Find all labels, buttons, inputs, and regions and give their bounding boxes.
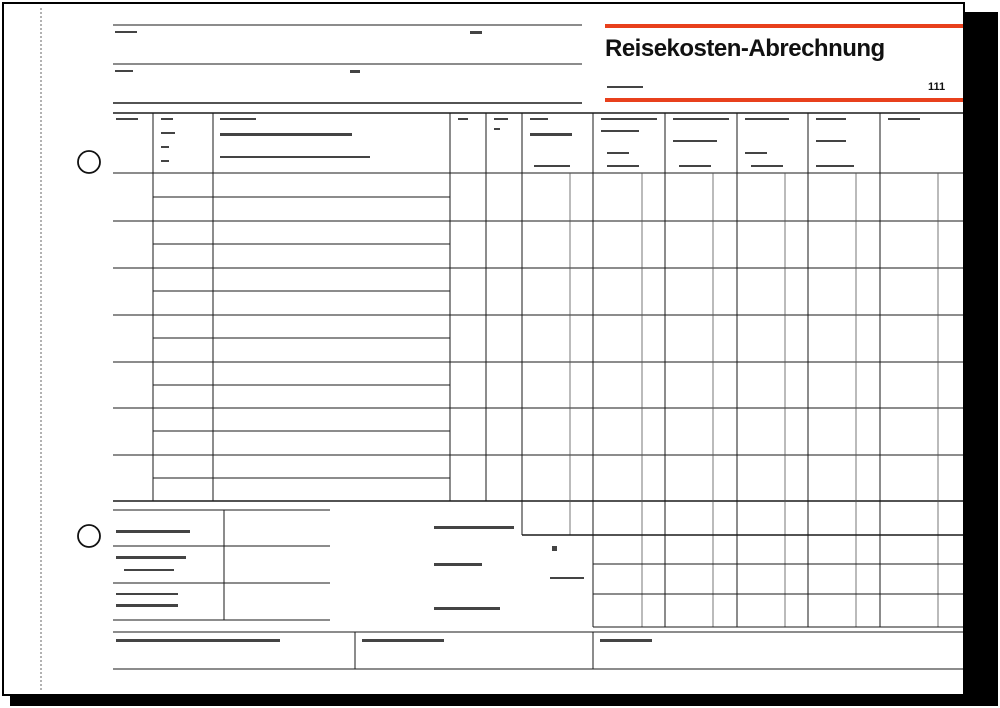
form-title: Reisekosten-Abrechnung bbox=[605, 35, 885, 62]
col-header-mark bbox=[607, 152, 629, 154]
totals-label-mark bbox=[434, 526, 514, 529]
col-header-mark bbox=[161, 118, 173, 120]
col-header-mark bbox=[816, 140, 846, 142]
approval-label-mark bbox=[116, 593, 178, 595]
dept-label-mark bbox=[115, 70, 133, 72]
approval-label-mark bbox=[116, 604, 178, 607]
col-header-mark bbox=[220, 156, 370, 158]
approval-label-mark bbox=[116, 530, 190, 533]
col-header-mark bbox=[494, 118, 508, 120]
col-header-mark bbox=[161, 146, 169, 148]
col-header-mark bbox=[745, 118, 789, 120]
col-header-mark bbox=[534, 165, 570, 167]
signature-label-mark bbox=[362, 639, 444, 642]
col-header-mark bbox=[530, 133, 572, 136]
col-header-mark bbox=[751, 165, 783, 167]
col-header-mark bbox=[888, 118, 920, 120]
col-header-mark bbox=[816, 118, 846, 120]
col-header-mark bbox=[220, 118, 256, 120]
col-header-mark bbox=[607, 165, 639, 167]
signature-label-mark bbox=[600, 639, 652, 642]
totals-label-mark bbox=[434, 563, 482, 566]
punch-hole-bottom bbox=[78, 525, 100, 547]
col-header-mark bbox=[161, 160, 169, 162]
approval-label-mark bbox=[124, 569, 174, 571]
number-label-mark bbox=[470, 31, 482, 34]
signature-label-mark bbox=[116, 639, 280, 642]
form-sheet bbox=[3, 3, 964, 695]
col-header-mark bbox=[601, 130, 639, 132]
punch-hole-top bbox=[78, 151, 100, 173]
col-header-mark bbox=[816, 165, 854, 167]
col-header-mark bbox=[116, 118, 138, 120]
col-header-mark bbox=[530, 118, 548, 120]
name-label-mark bbox=[115, 31, 137, 33]
totals-label-mark bbox=[550, 577, 584, 579]
col-header-mark bbox=[745, 152, 767, 154]
col-header-mark bbox=[161, 132, 175, 134]
col-header-mark bbox=[673, 140, 717, 142]
col-header-mark bbox=[458, 118, 468, 120]
col-header-mark bbox=[673, 118, 729, 120]
col-header-mark bbox=[494, 128, 500, 130]
date-label-mark bbox=[350, 70, 360, 73]
totals-label-mark bbox=[434, 607, 500, 610]
totals-label-mark bbox=[552, 546, 557, 551]
col-header-mark bbox=[679, 165, 711, 167]
period-label-mark bbox=[607, 86, 643, 88]
title-bottom-rule bbox=[605, 98, 963, 102]
page-marker: 111 bbox=[928, 81, 946, 93]
approval-label-mark bbox=[116, 556, 186, 559]
col-header-mark bbox=[601, 118, 657, 120]
title-top-rule bbox=[605, 24, 963, 28]
col-header-mark bbox=[220, 133, 352, 136]
